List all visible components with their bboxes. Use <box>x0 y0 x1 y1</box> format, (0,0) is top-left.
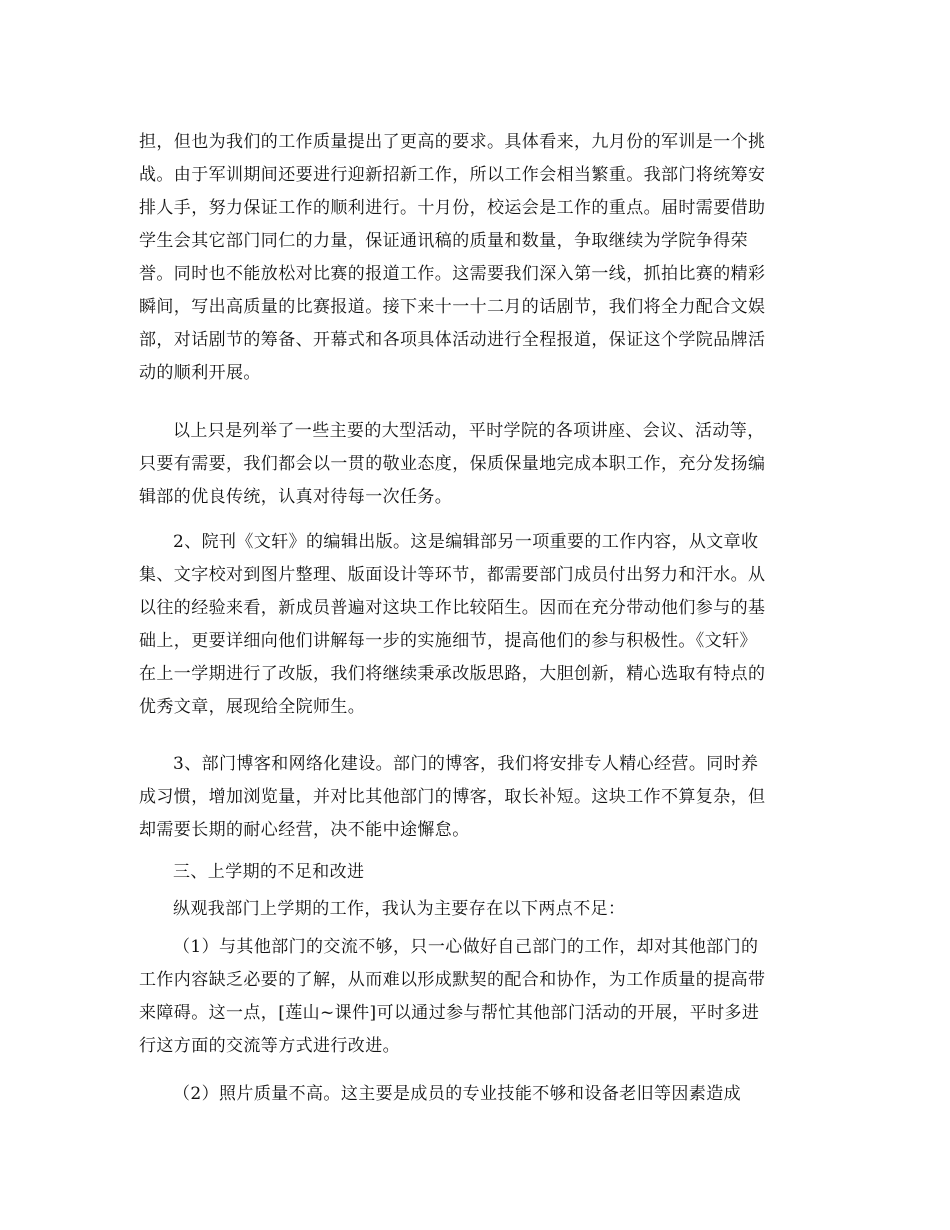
text-line: （2）照片质量不高。这主要是成员的专业技能不够和设备老旧等因素造成 <box>173 1084 742 1104</box>
paragraph-summary <box>139 415 809 514</box>
text-line: 三、上学期的不足和改进 <box>173 862 365 882</box>
text-line: 在上一学期进行了改版，我们将继续秉承改版思路，大胆创新，精心选取有特点的 <box>139 664 766 684</box>
paragraph-activities-schedule <box>139 126 809 390</box>
text-line: 学生会其它部门同仁的力量，保证通讯稿的质量和数量，争取继续为学院争得荣 <box>139 231 748 251</box>
text-line: 来障碍。这一点，[莲山~课件]可以通过参与帮忙其他部门活动的开展，平时多进 <box>139 1003 760 1023</box>
text-line: 只要有需要，我们都会以一贯的敬业态度，保质保量地完成本职工作，充分发扬编 <box>139 454 766 474</box>
text-line: 工作内容缺乏必要的了解，从而难以形成默契的配合和协作，为工作质量的提高带 <box>139 970 766 990</box>
text-line: 辑部的优良传统，认真对待每一次任务。 <box>139 487 453 507</box>
text-line: 以往的经验来看，新成员普遍对这块工作比较陌生。因而在充分带动他们参与的基 <box>139 598 766 618</box>
text-line: 担，但也为我们的工作质量提出了更高的要求。具体看来，九月份的军训是一个挑 <box>139 132 766 152</box>
text-line: 优秀文章，展现给全院师生。 <box>139 697 366 717</box>
paragraph-overview <box>139 893 809 926</box>
text-line: 3、部门博客和网络化建设。部门的博客，我们将安排专人精心经营。同时养 <box>173 754 759 774</box>
text-line: 誉。同时也不能放松对比赛的报道工作。这需要我们深入第一线，抓拍比赛的精彩 <box>139 264 766 284</box>
text-line: 瞬间，写出高质量的比赛报道。接下来十一十二月的话剧节，我们将全力配合文娱 <box>139 297 766 317</box>
text-line: 集、文字校对到图片整理、版面设计等环节，都需要部门成员付出努力和汗水。从 <box>139 565 766 585</box>
text-line: 排人手，努力保证工作的顺利进行。十月份，校运会是工作的重点。届时需要借助 <box>139 198 766 218</box>
text-line: 纵观我部门上学期的工作，我认为主要存在以下两点不足： <box>173 899 626 919</box>
section-heading-shortcomings <box>139 856 809 889</box>
text-line: 础上，更要详细向他们讲解每一步的实施细节，提高他们的参与积极性。《文轩》 <box>139 631 757 651</box>
text-line: 动的顺利开展。 <box>139 363 261 383</box>
paragraph-point-2 <box>139 1078 809 1111</box>
text-line: 战。由于军训期间还要进行迎新招新工作，所以工作会相当繁重。我部门将统筹安 <box>139 165 766 185</box>
text-line: 2、院刊《文轩》的编辑出版。这是编辑部另一项重要的工作内容，从文章收 <box>173 532 759 552</box>
text-line: 以上只是列举了一些主要的大型活动，平时学院的各项讲座、会议、活动等， <box>173 421 765 441</box>
text-line: 成习惯，增加浏览量，并对比其他部门的博客，取长补短。这块工作不算复杂，但 <box>139 787 766 807</box>
text-line: 却需要长期的耐心经营，决不能中途懈怠。 <box>139 820 470 840</box>
text-line: 部，对话剧节的筹备、开幕式和各项具体活动进行全程报道，保证这个学院品牌活 <box>139 330 766 350</box>
paragraph-point-1 <box>139 931 809 1063</box>
paragraph-blog-building <box>139 748 809 847</box>
text-line: 行这方面的交流等方式进行改进。 <box>139 1036 400 1056</box>
paragraph-journal-editing <box>139 526 809 724</box>
text-line: （1）与其他部门的交流不够，只一心做好自己部门的工作，却对其他部门的 <box>173 937 759 957</box>
